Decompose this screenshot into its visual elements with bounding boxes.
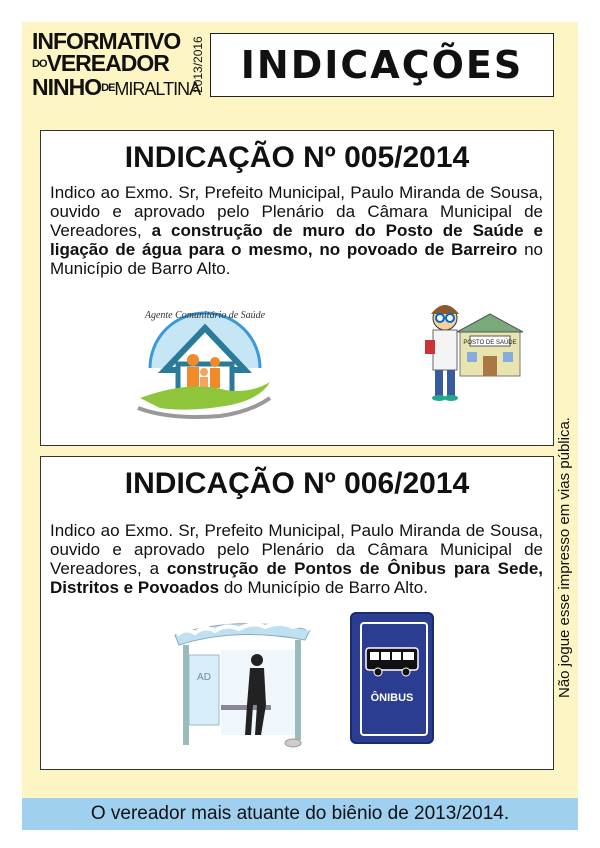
logo-ninho-text: NINHO <box>32 74 102 100</box>
bus-stop-sign <box>350 612 434 744</box>
shelter-ad-text: AD <box>197 672 211 683</box>
body-end: no Município de Barro Alto. <box>50 240 543 278</box>
bus-shelter-illustration <box>165 605 315 755</box>
logo-years: 2013/2016 <box>191 36 205 94</box>
body-bold: construção de Pontos de Ônibus para Sede, Distritos e Povoados <box>50 559 544 597</box>
footer-banner <box>22 798 578 830</box>
health-agent-logo <box>130 290 280 425</box>
logo-do: DO <box>32 58 47 71</box>
sign-label: ÔNIBUS <box>370 692 414 704</box>
logo-line-informativo: INFORMATIVO <box>32 28 181 54</box>
body-bold: a construção de muro do Posto de Saúde e ligação de água para o mesmo, no povoado de Barreiro <box>50 221 544 259</box>
bus-icon <box>364 644 420 678</box>
header-title-box <box>210 33 554 97</box>
logo-line-vereador <box>32 52 169 75</box>
page-title: INDICAÇÕES <box>240 43 524 87</box>
logo-line-ninho <box>32 76 200 99</box>
footer-text: O vereador mais atuante do biênio de 2013/2014. <box>90 803 510 824</box>
indication-title: INDICAÇÃO Nº 006/2014 <box>124 467 470 500</box>
nurse-clinic-illustration <box>415 296 525 406</box>
body-normal: Indico ao Exmo. Sr, Prefeito Municipal, Paulo Miranda de Sousa, ouvido e aprovado pelo Plenário da Câmara Municipal de Vereadores, a <box>50 521 543 578</box>
informativo-logo <box>32 30 207 100</box>
indication-body <box>50 183 543 278</box>
logo-de: DE <box>101 82 115 95</box>
clinic-sign: POSTO DE SAÚDE <box>463 340 517 346</box>
indication-body <box>50 521 543 597</box>
logo-miraltina-text: MIRALTINA <box>114 79 201 99</box>
side-note: Não jogue esse impresso em vias pública. <box>556 417 573 699</box>
indication-title: INDICAÇÃO Nº 005/2014 <box>124 141 470 174</box>
body-end: do Município de Barro Alto. <box>219 578 428 597</box>
sign-inner-border <box>360 622 428 736</box>
body-normal: Indico ao Exmo. Sr, Prefeito Municipal, Paulo Miranda de Sousa, ouvido e aprovado pelo Plenário da Câmara Municipal de Vereadores, <box>50 183 543 240</box>
logo-text: Agente Comunitário de Saúde <box>144 310 266 321</box>
logo-vereador-text: VEREADOR <box>46 50 169 76</box>
